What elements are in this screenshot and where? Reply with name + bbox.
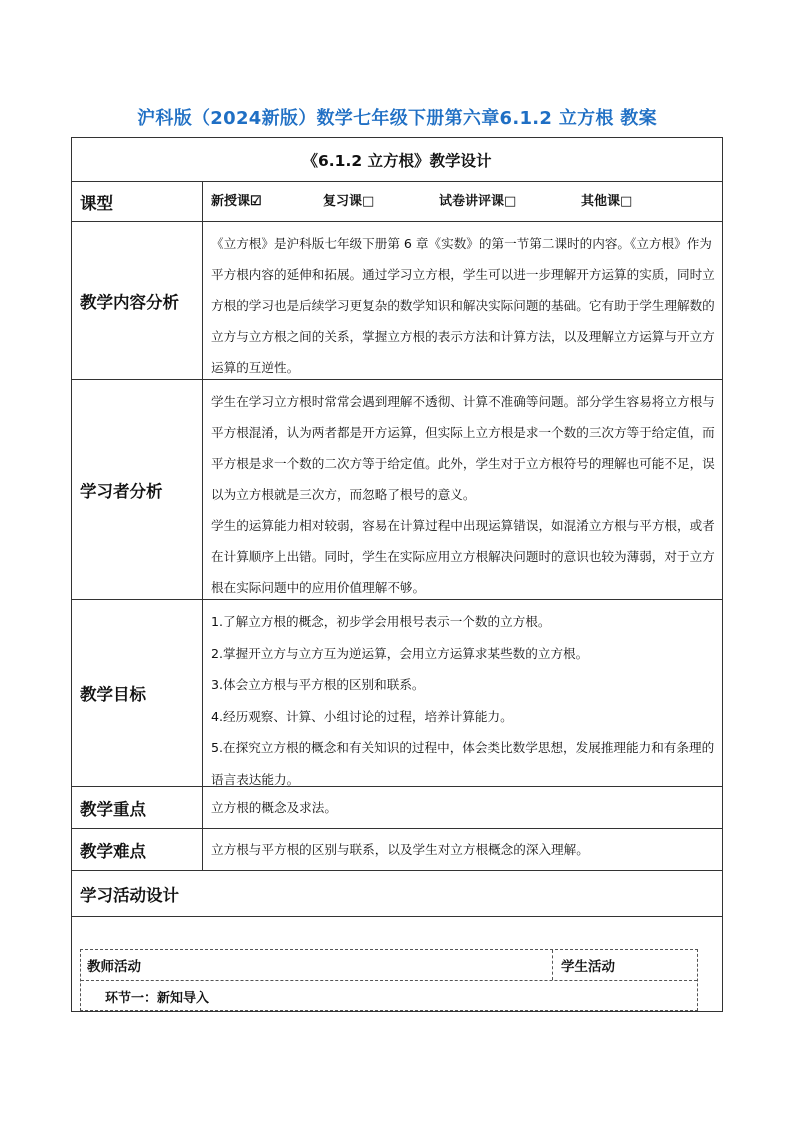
content-analysis-label: 教学内容分析 — [72, 222, 203, 379]
learner-analysis-label: 学习者分析 — [72, 380, 203, 599]
student-activity-header: 学生活动 — [561, 959, 615, 975]
option-exam-review-lesson: 试卷讲评课□ — [439, 194, 517, 209]
option-other-lesson: 其他课□ — [581, 194, 633, 209]
activity-inner-table — [80, 949, 698, 1011]
content-analysis-row — [72, 222, 722, 380]
key-points-row — [72, 787, 722, 829]
goal-item: 1.了解立方根的概念，初步学会用根号表示一个数的立方根。 — [211, 614, 551, 629]
goal-item: 3.体会立方根与平方根的区别和联系。 — [211, 677, 425, 692]
course-type-row — [72, 182, 722, 222]
activity-design-label: 学习活动设计 — [80, 886, 179, 905]
key-points-text: 立方根的概念及求法。 — [211, 800, 337, 815]
document-title: 沪科版（2024新版）数学七年级下册第六章6.1.2 立方根 教案 — [137, 108, 657, 129]
difficulties-text: 立方根与平方根的区别与联系，以及学生对立方根概念的深入理解。 — [211, 842, 589, 857]
option-review-lesson: 复习课□ — [323, 194, 375, 209]
key-points-label: 教学重点 — [72, 787, 203, 828]
course-type-options — [203, 182, 722, 221]
goal-item: 2.掌握开立方与立方互为逆运算，会用立方运算求某些数的立方根。 — [211, 645, 589, 661]
teacher-activity-header: 教师活动 — [81, 950, 553, 980]
learner-analysis-paragraph: 学生在学习立方根时常常会遇到理解不透彻、计算不准确等问题。部分学生容易将立方根与平方根混淆，认为两者都是开方运算，但实际上立方根是求一个数的三次方等于给定值，而平方根是求一个数的二次方等于给定值。此外，学生对于立方根符号的理解也可能不足，误以为立方根就是三次方，而忽略了根号的意义。 — [211, 394, 715, 502]
content-analysis-text: 《立方根》是沪科版七年级下册第 6 章《实数》的第一节第二课时的内容。《立方根》作为平方根内容的延伸和拓展。通过学习立方根，学生可以进一步理解开方运算的实质，同时立方根的学习也是后续学习更复杂的数学知识和解决实际问题的基础。它有助于学生理解数的立方与立方根之间的关系，掌握立方根的表示方法和计算方法，以及理解立方运算与开立方运算的互逆性。 — [211, 236, 715, 375]
teaching-goals-label: 教学目标 — [72, 600, 203, 786]
learner-analysis-row — [72, 380, 722, 600]
learner-analysis-paragraph: 学生的运算能力相对较弱，容易在计算过程中出现运算错误，如混淆立方根与平方根，或者在计算顺序上出错。同时，学生在实际应用立方根解决问题时的意识也较为薄弱，对于立方根在实际问题中的应用价值理解不够。 — [211, 518, 715, 595]
lesson-design-table — [71, 137, 723, 1012]
difficulties-row — [72, 829, 722, 871]
option-new-lesson: 新授课☑ — [211, 194, 262, 209]
course-type-label: 课型 — [72, 182, 203, 221]
section-one-heading: 环节一：新知导入 — [105, 990, 210, 1006]
difficulties-label: 教学难点 — [72, 829, 203, 870]
table-title-row — [72, 138, 722, 182]
activity-design-row — [72, 871, 722, 917]
teaching-goals-row — [72, 600, 722, 787]
design-title: 《6.1.2 立方根》教学设计 — [302, 151, 492, 170]
goal-item: 4.经历观察、计算、小组讨论的过程，培养计算能力。 — [211, 708, 513, 724]
goal-item: 5.在探究立方根的概念和有关知识的过程中，体会类比数学思想，发展推理能力和有条理的语言表达能力。 — [211, 740, 715, 787]
